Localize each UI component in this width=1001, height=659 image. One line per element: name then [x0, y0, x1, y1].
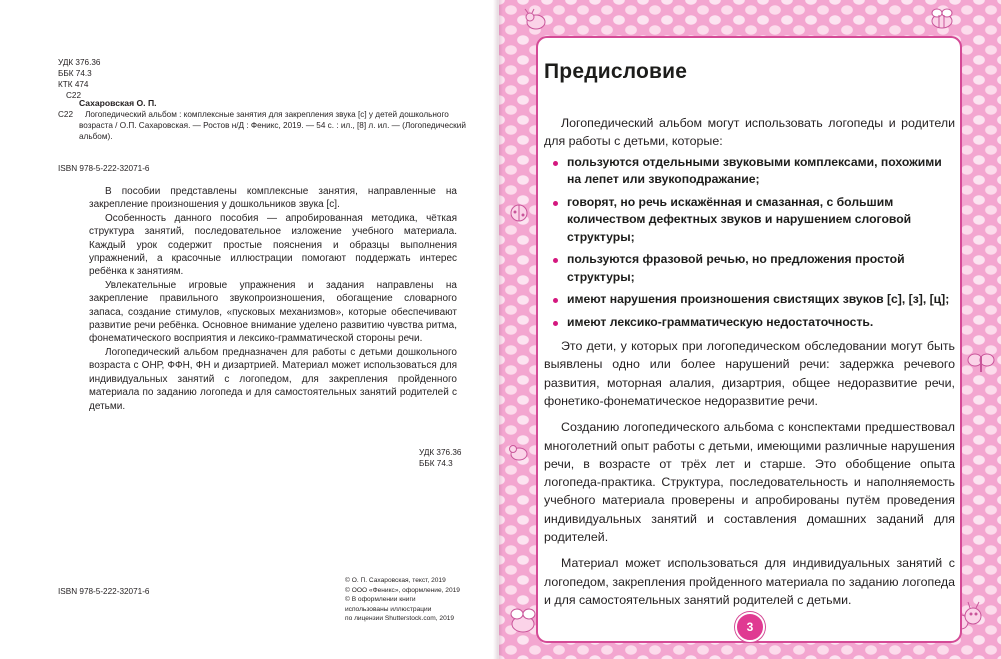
biblio-code: С22	[58, 110, 74, 119]
author-name: Сахаровская О. П.	[79, 98, 157, 108]
bbk-line: ББК 74.3	[58, 69, 92, 78]
body-paragraph: Созданию логопедического альбома с конспектами предшествовал многолетний опыт работы с детьми, имеющими различные нарушения речи, в возрасте от трёх лет и старше. Это обобщение опыта логопеда-практика. Структура, последовательность и наполняемость учебного материала проверены и апробированы путём проведения индивидуальных занятий и составления домашних заданий для родителей.	[544, 420, 955, 545]
body-paragraph: Материал может использоваться для индивидуальных занятий с логопедом, закрепления пройденного материала по заданию логопеда и для самостоятельных занятий родителей с детьми.	[544, 556, 955, 607]
biblio-line: возраста / О.П. Сахаровская. — Ростов н/Д : Феникс, 2019. — 54 с. : ил., [8] л. ил. — (Логопедический	[79, 121, 466, 130]
bullet-icon	[553, 258, 558, 263]
biblio-line: альбом).	[79, 132, 113, 141]
biblio-line: Логопедический альбом : комплексные занятия для закрепления звука [с] у детей дошкольного	[85, 110, 449, 119]
bug-icon	[519, 8, 553, 32]
butterfly-icon	[966, 350, 996, 376]
bbk-line: ББК 74.3	[419, 459, 453, 468]
udk-line: УДК 376.36	[58, 58, 101, 67]
sign-code: С22	[66, 91, 82, 100]
udk-block	[58, 57, 100, 101]
bullet-icon	[553, 201, 558, 206]
copyright-line: использованы иллюстрации	[345, 605, 432, 613]
copyright-block	[345, 576, 460, 624]
annotation-paragraph: Особенность данного пособия — апробированная методика, чёткая структура занятий, последовательное изложение учебного материала. Каждый урок содержит простые пояснения и образцы выполнения упражнений, а красочные иллюстрации помогают поддержать интерес ребёнка к занятиям.	[89, 212, 457, 278]
list-item: пользуются фразовой речью, но предложения простой структуры;	[544, 251, 955, 286]
copyright-line: © О. П. Сахаровская, текст, 2019	[345, 577, 446, 584]
ktk-line: КТК 474	[58, 80, 89, 89]
ladybug-icon	[505, 200, 533, 224]
annotation	[89, 185, 457, 413]
bullet-list	[544, 154, 955, 332]
udk-line: УДК 376.36	[419, 448, 462, 457]
annotation-paragraph: В пособии представлены комплексные занятия, направленные на закрепление произношения у дошкольников звука [с].	[89, 186, 457, 211]
bee-icon	[924, 6, 960, 32]
bullet-icon	[553, 321, 558, 326]
intro-paragraph: Логопедический альбом могут использовать логопеды и родители для работы с детьми, которые:	[544, 116, 955, 149]
annotation-paragraph: Логопедический альбом предназначен для работы с детьми дошкольного возраста с ОНР, ФФН, ФН и дизартрией. Материал может использоваться для индивидуальных занятий с логопедом, для закрепления пройденного материала по заданию логопеда и для самостоятельных занятий родителей с детьми.	[89, 346, 457, 412]
isbn-bottom: ISBN 978-5-222-32071-6	[58, 587, 150, 596]
copyright-line: © ООО «Феникс», оформление, 2019	[345, 586, 460, 594]
bug-icon	[505, 440, 533, 464]
preface-content	[544, 114, 955, 609]
copyright-line: © В оформлении книги	[345, 596, 416, 603]
list-item: имеют лексико-грамматическую недостаточность.	[544, 314, 955, 332]
body-paragraph: Это дети, у которых при логопедическом обследовании могут быть выявлены одно или более нарушений речи: задержка речевого развития, моторная алалия, дизартрия, общее недоразвитие речи, фонетико-фонематическое недоразвитие речи.	[544, 339, 955, 408]
page-number: 3	[735, 612, 765, 642]
list-item: пользуются отдельными звуковыми комплексами, похожими на лепет или звукоподражание;	[544, 154, 955, 189]
right-page	[499, 0, 1001, 659]
isbn-top: ISBN 978-5-222-32071-6	[58, 164, 150, 173]
bibliographic-record	[58, 98, 478, 142]
list-item: говорят, но речь искажённая и смазанная, с большим количеством дефектных звуков и нарушением слоговой структуры;	[544, 194, 955, 247]
bullet-icon	[553, 298, 558, 303]
page-title: Предисловие	[544, 60, 688, 83]
copyright-line: по лицензии Shutterstock.com, 2019	[345, 615, 455, 622]
bullet-icon	[553, 161, 558, 166]
udk-bottom	[419, 447, 461, 469]
list-item: имеют нарушения произношения свистящих звуков [с], [з], [ц];	[544, 291, 955, 309]
left-page	[0, 0, 499, 659]
book-gutter	[493, 0, 503, 659]
annotation-paragraph: Увлекательные игровые упражнения и задания направлены на закрепление правильного звукопроизношения, обогащение словарного запаса, создание стимулов, «пусковых механизмов», которые обеспечивают развитие речи ребёнка. Основное внимание уделено развитию чувства ритма, фонематического восприятия и лексико-грамматической стороны речи.	[89, 279, 457, 345]
